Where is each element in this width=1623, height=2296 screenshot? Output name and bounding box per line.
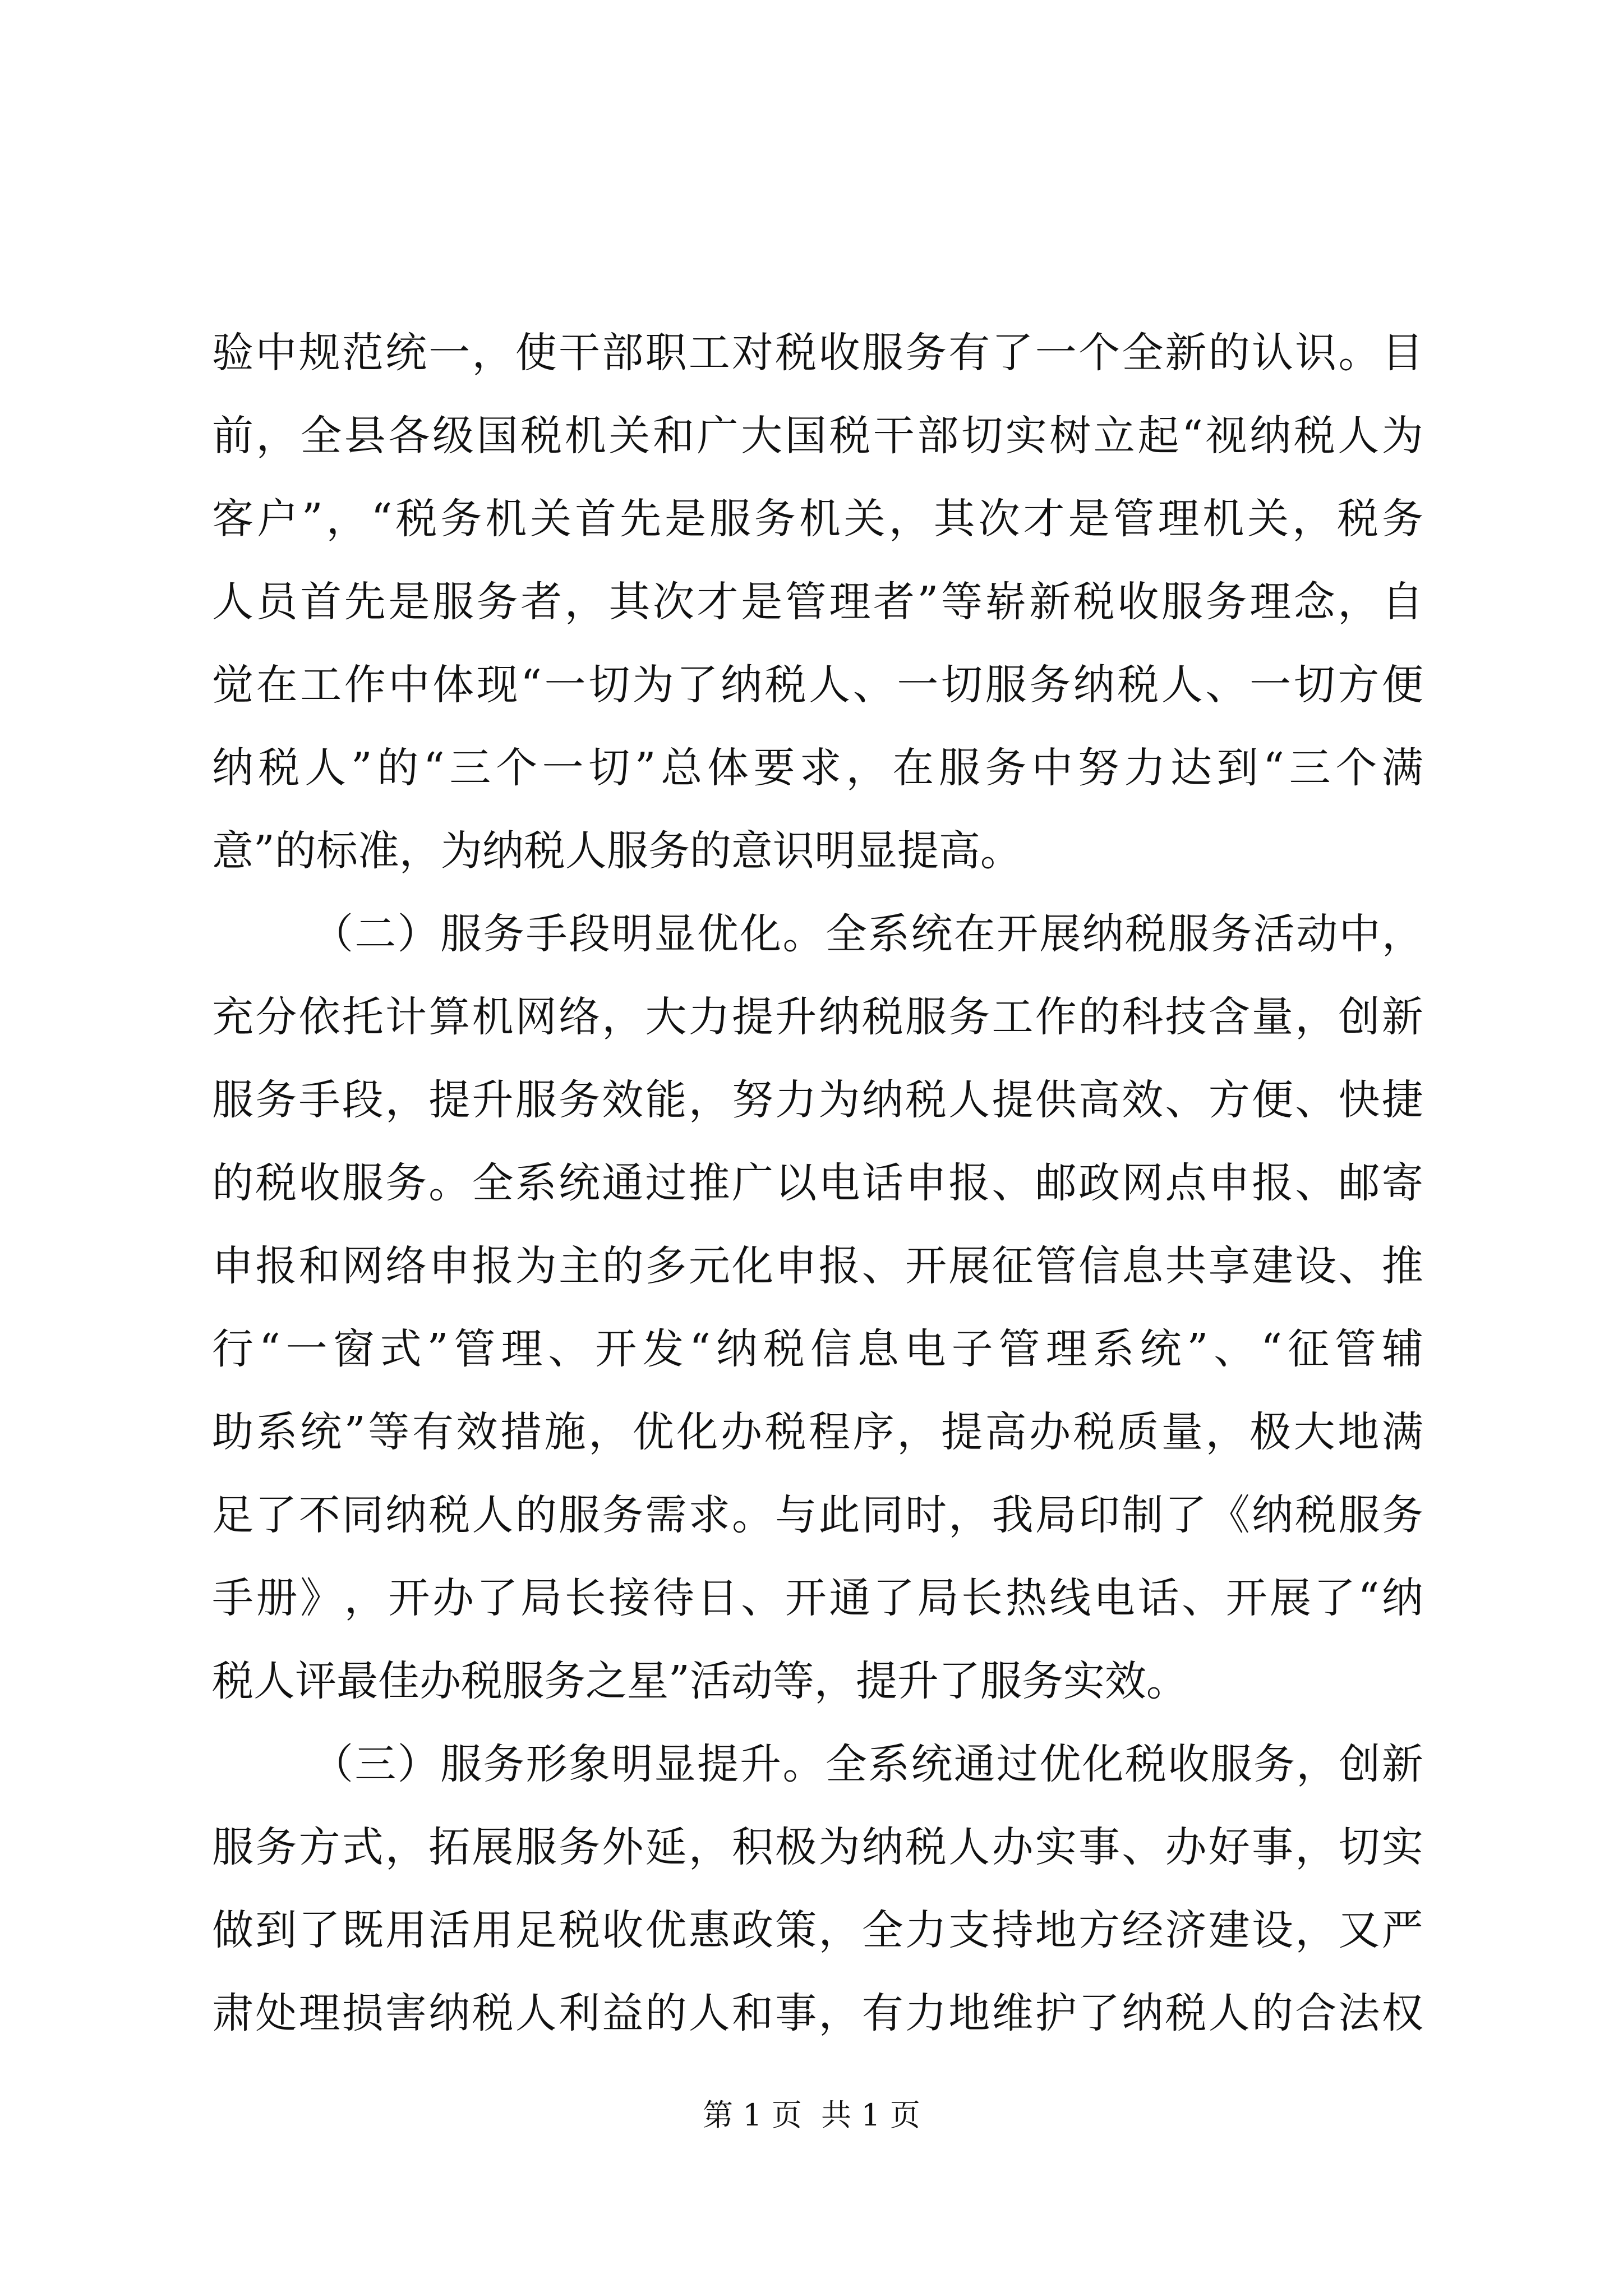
text-line: 前 ， 全 县 各 级 国 税 机 关 和 广 大 国 税 干 部 切 实 树 立 起 “ 视 纳 税 人 为: [212, 412, 1423, 460]
text-line: 助 系 统 ” 等 有 效 措 施 ， 优 化 办 税 程 序 ， 提 高 办 税 质 量 ， 极 大 地 满: [212, 1408, 1423, 1456]
text-line: 觉 在 工 作 中 体 现 “ 一 切 为 了 纳 税 人 、 一 切 服 务 纳 税 人 、 一 切 方 便: [212, 661, 1423, 709]
text-line: 验 中 规 范 统 一 ， 使 干 部 职 工 对 税 收 服 务 有 了 一 个 全 新 的 认 识 。 目: [212, 329, 1423, 377]
text-line: 肃 处 理 损 害 纳 税 人 利 益 的 人 和 事 ， 有 力 地 维 护 了 纳 税 人 的 合 法 权: [212, 1989, 1423, 2037]
text-line: 手 册 》 ， 开 办 了 局 长 接 待 日 、 开 通 了 局 长 热 线 电 话 、 开 展 了 “ 纳: [212, 1574, 1423, 1622]
text-line: 客 户 ” ， “ 税 务 机 关 首 先 是 服 务 机 关 ， 其 次 才 是 管 理 机 关 ， 税 务: [212, 495, 1423, 543]
text-line: 意 ” 的 标 准 ， 为 纳 税 人 服 务 的 意 识 明 显 提 高 。: [212, 827, 1022, 875]
text-line: （ 三 ） 服 务 形 象 明 显 提 升 。 全 系 统 通 过 优 化 税 收 服 务 ， 创 新: [312, 1740, 1423, 1788]
body-text: [212, 298, 1423, 2041]
text-line: （ 二 ） 服 务 手 段 明 显 优 化 。 全 系 统 在 开 展 纳 税 服 务 活 动 中 ，: [312, 910, 1423, 958]
text-line: 纳 税 人 ” 的 “ 三 个 一 切 ” 总 体 要 求 ， 在 服 务 中 努 力 达 到 “ 三 个 满: [212, 744, 1423, 792]
text-line: 人 员 首 先 是 服 务 者 ， 其 次 才 是 管 理 者 ” 等 崭 新 税 收 服 务 理 念 ， 自: [212, 578, 1423, 626]
text-line: 税 人 评 最 佳 办 税 服 务 之 星 ” 活 动 等 ， 提 升 了 服 务 实 效 。: [212, 1657, 1188, 1705]
text-line: 做 到 了 既 用 活 用 足 税 收 优 惠 政 策 ， 全 力 支 持 地 方 经 济 建 设 ， 又 严: [212, 1906, 1423, 1954]
text-line: 服 务 方 式 ， 拓 展 服 务 外 延 ， 积 极 为 纳 税 人 办 实 事 、 办 好 事 ， 切 实: [212, 1823, 1423, 1871]
text-line: 足 了 不 同 纳 税 人 的 服 务 需 求 。 与 此 同 时 ， 我 局 印 制 了 《 纳 税 服 务: [212, 1491, 1423, 1539]
text-line: 的 税 收 服 务 。 全 系 统 通 过 推 广 以 电 话 申 报 、 邮 政 网 点 申 报 、 邮 寄: [212, 1159, 1423, 1207]
text-line: 申 报 和 网 络 申 报 为 主 的 多 元 化 申 报 、 开 展 征 管 信 息 共 享 建 设 、 推: [212, 1242, 1423, 1290]
text-line: 行 “ 一 窗 式 ” 管 理 、 开 发 “ 纳 税 信 息 电 子 管 理 系 统 ” 、 “ 征 管 辅: [212, 1325, 1423, 1373]
text-line: 充 分 依 托 计 算 机 网 络 ， 大 力 提 升 纳 税 服 务 工 作 的 科 技 含 量 ， 创 新: [212, 993, 1423, 1041]
text-line: 服 务 手 段 ， 提 升 服 务 效 能 ， 努 力 为 纳 税 人 提 供 高 效 、 方 便 、 快 捷: [212, 1076, 1423, 1124]
page-footer: 第 1 页 共 1 页: [703, 2097, 920, 2133]
